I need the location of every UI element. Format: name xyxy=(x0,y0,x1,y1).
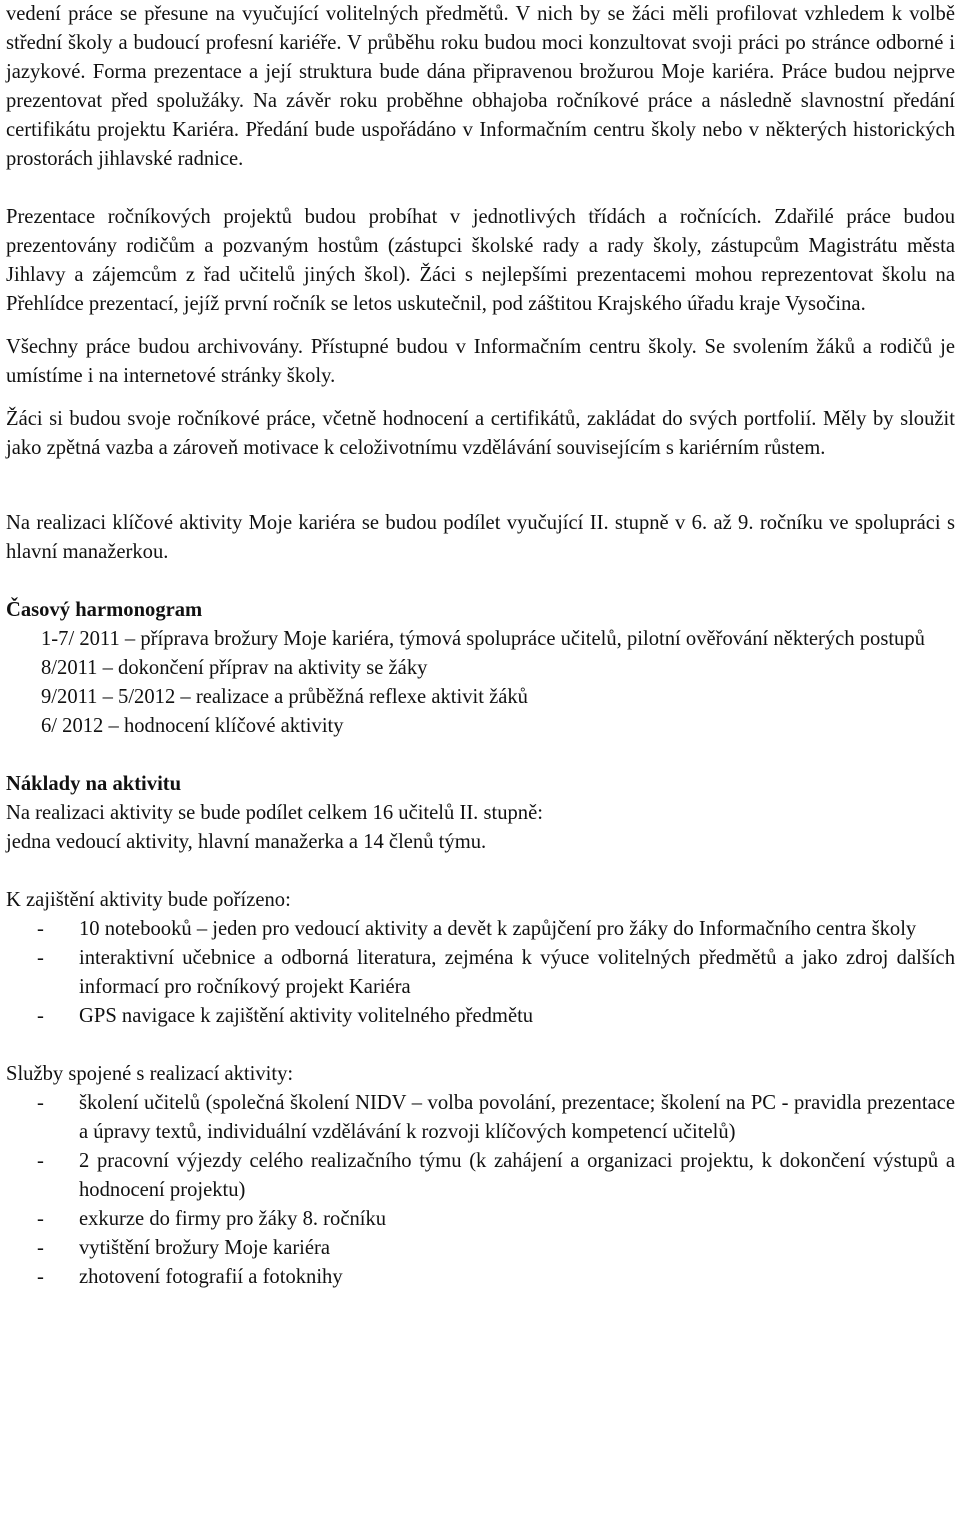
list-item-text: interaktivní učebnice a odborná literatura, zejména k výuce volitelných předmětů a jako zdroj dalších informací pro ročníkový projekt Kariéra xyxy=(79,947,955,998)
porizeno-heading: K zajištění aktivity bude pořízeno: xyxy=(6,889,291,911)
list-item xyxy=(6,1205,955,1234)
list-item-text: vytištění brožury Moje kariéra xyxy=(79,1237,331,1259)
list-item-text: školení učitelů (společná školení NIDV – volba povolání, prezentace; školení na PC - pravidla prezentace a úpravy textů, individuální vzdělávání k rozvoji klíčových kompetencí učitelů) xyxy=(79,1092,955,1143)
paragraph-teachers: Na realizaci klíčové aktivity Moje kariéra se budou podílet vyučující II. stupně v 6. až 9. ročníku ve spolupráci s hlavní manažerkou. xyxy=(6,512,955,563)
naklady-line: Na realizaci aktivity se bude podílet celkem 16 učitelů II. stupně: xyxy=(6,802,543,824)
list-item xyxy=(6,1234,955,1263)
spacer xyxy=(0,741,960,770)
list-marker: - xyxy=(37,1092,44,1114)
list-item-text: exkurze do firmy pro žáky 8. ročníku xyxy=(79,1208,387,1230)
paragraph-archive: Všechny práce budou archivovány. Přístupné budou v Informačním centru školy. Se svolením žáků a rodičů je umístíme i na internetové stránky školy. xyxy=(6,336,955,387)
paragraph-intro: vedení práce se přesune na vyučující volitelných předmětů. V nich by se žáci měli profilovat vzhledem k volbě střední školy a budoucí profesní kariéře. V průběhu roku budou moci konzultovat svoji práci po stránce odborné i jazykové. Forma prezentace a její struktura bude dána připravenou brožurou Moje kariéra. Práce budou nejprve prezentovat před spolužáky. Na závěr roku proběhne obhajoba ročníkové práce a následně slavnostní předání certifikátu projektu Kariéra. Předání bude uspořádáno v Informačním centru školy nebo v některých historických prostorách jihlavské radnice. xyxy=(6,3,955,170)
list-item-text: GPS navigace k zajištění aktivity volitelného předmětu xyxy=(79,1005,534,1027)
list-marker: - xyxy=(37,1005,44,1027)
list-marker: - xyxy=(37,1150,44,1172)
list-marker: - xyxy=(37,1266,44,1288)
spacer xyxy=(0,174,960,203)
paragraph-portfolio: Žáci si budou svoje ročníkové práce, včetně hodnocení a certifikátů, zakládat do svých portfolií. Měly by sloužit jako zpětná vazba a zároveň motivace k celoživotnímu vzdělávání souvisejícím s kariérním růstem. xyxy=(6,408,955,459)
spacer xyxy=(0,391,960,405)
harmonogram-heading: Časový harmonogram xyxy=(6,599,203,621)
list-item xyxy=(6,1089,955,1147)
spacer xyxy=(0,463,960,509)
harmonogram-item: 8/2011 – dokončení příprav na aktivity se žáky xyxy=(41,657,428,679)
spacer xyxy=(0,1031,960,1060)
spacer xyxy=(0,567,960,596)
harmonogram-item: 6/ 2012 – hodnocení klíčové aktivity xyxy=(41,715,344,737)
list-marker: - xyxy=(37,1237,44,1259)
list-marker: - xyxy=(37,918,44,940)
paragraph-presentations: Prezentace ročníkových projektů budou probíhat v jednotlivých třídách a ročnících. Zdařilé práce budou prezentovány rodičům a pozvaným hostům (zástupci školské rady a rady školy, zástupcům Magistrátu města Jihlavy a zájemcům z řad učitelů jiných škol). Žáci s nejlepšími prezentacemi mohou reprezentovat školu na Přehlídce prezentací, jejíž první ročník se letos uskutečnil, pod záštitou Krajského úřadu kraje Vysočina. xyxy=(6,206,955,315)
harmonogram-list xyxy=(41,625,956,741)
spacer xyxy=(0,319,960,333)
list-item xyxy=(6,1002,955,1031)
list-item-text: zhotovení fotografií a fotoknihy xyxy=(79,1266,343,1288)
naklady-heading: Náklady na aktivitu xyxy=(6,773,182,795)
harmonogram-item: 1-7/ 2011 – příprava brožury Moje kariéra, týmová spolupráce učitelů, pilotní ověřování některých postupů xyxy=(41,628,925,650)
list-item xyxy=(6,944,955,1002)
harmonogram-item: 9/2011 – 5/2012 – realizace a průběžná reflexe aktivit žáků xyxy=(41,686,528,708)
porizeno-list xyxy=(6,915,955,1031)
list-item-text: 10 notebooků – jeden pro vedoucí aktivity a devět k zapůjčení pro žáky do Informačního centra školy xyxy=(79,918,917,940)
list-item xyxy=(6,915,955,944)
spacer xyxy=(0,857,960,886)
sluzby-list xyxy=(6,1089,955,1292)
sluzby-heading: Služby spojené s realizací aktivity: xyxy=(6,1063,294,1085)
list-item xyxy=(6,1263,955,1292)
list-item xyxy=(6,1147,955,1205)
list-item-text: 2 pracovní výjezdy celého realizačního týmu (k zahájení a organizaci projektu, k dokončení výstupů a hodnocení projektu) xyxy=(79,1150,955,1201)
list-marker: - xyxy=(37,1208,44,1230)
naklady-line: jedna vedoucí aktivity, hlavní manažerka a 14 členů týmu. xyxy=(6,831,487,853)
list-marker: - xyxy=(37,947,44,969)
